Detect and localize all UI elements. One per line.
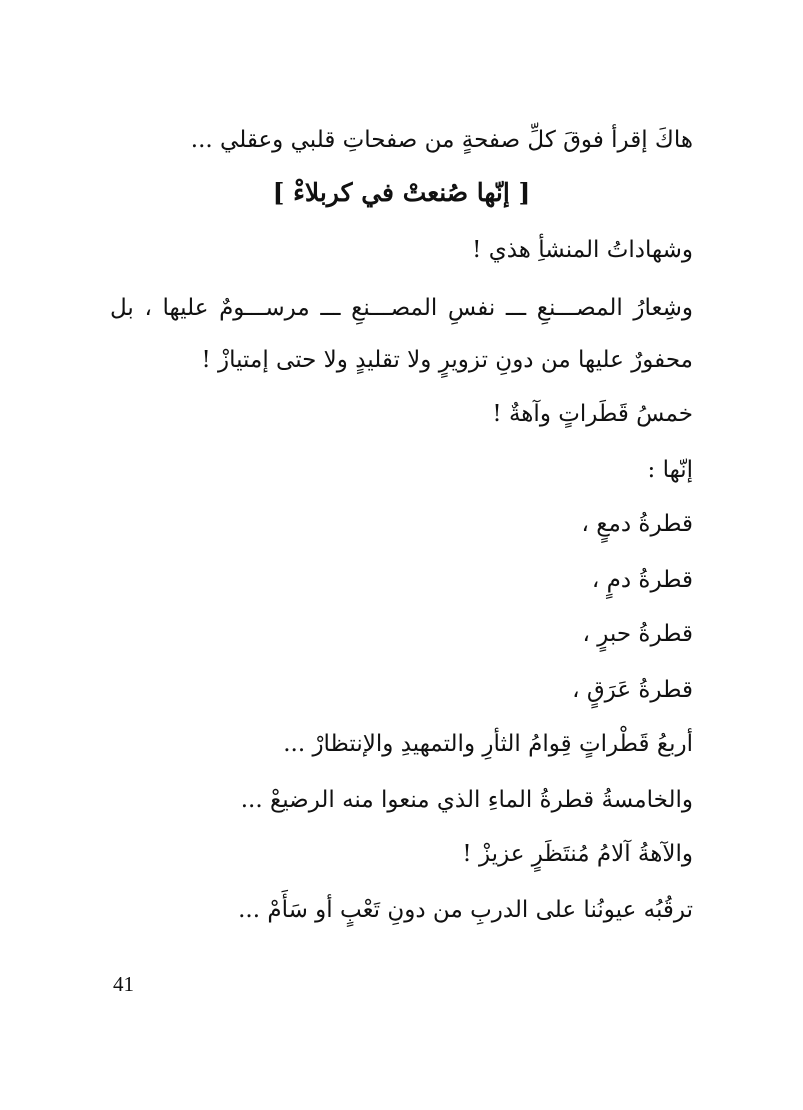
text-line-4: وشِعارُ المصـــنعِ ـــ نفسِ المصـــنعِ ـــ مرســـومٌ عليها ، بل <box>110 295 693 321</box>
text-line-11: قطرةُ عَرَقٍ ، <box>572 677 693 703</box>
text-line-10: قطرةُ حبرٍ ، <box>582 621 693 647</box>
section-heading: [ إنّها صُنعتْ في كربلاءْ ] <box>272 178 531 207</box>
text-line-1: هاكَ إقرأ فوقَ كلِّ صفحةٍ من صفحاتِ قلبي وعقلي ... <box>190 127 693 153</box>
text-line-13: والخامسةُ قطرةُ الماءِ الذي منعوا منه الرضيعْ ... <box>240 787 693 813</box>
text-line-7: إنّها : <box>647 457 693 483</box>
text-line-14: والآهةُ آلامُ مُنتَظَرٍ عزيزْ ! <box>462 841 693 867</box>
text-line-12: أربعُ قَطْراتٍ قِوامُ الثأرِ والتمهيدِ والإنتظارْ ... <box>283 731 693 757</box>
text-line-9: قطرةُ دمٍ ، <box>591 567 693 593</box>
text-line-6: خمسُ قَطَراتٍ وآهةٌ ! <box>492 401 693 427</box>
text-line-3: وشهاداتُ المنشأِ هذي ! <box>472 237 693 263</box>
text-line-5: محفورٌ عليها من دونِ تزويرٍ ولا تقليدٍ ولا حتى إمتيازْ ! <box>201 347 693 373</box>
text-line-15: ترقُبُه عيونُنا على الدربِ من دونِ تَعْبٍ أو سَأَمْ ... <box>238 897 693 923</box>
text-line-8: قطرةُ دمعٍ ، <box>581 511 693 537</box>
page-number: 41 <box>113 972 134 996</box>
